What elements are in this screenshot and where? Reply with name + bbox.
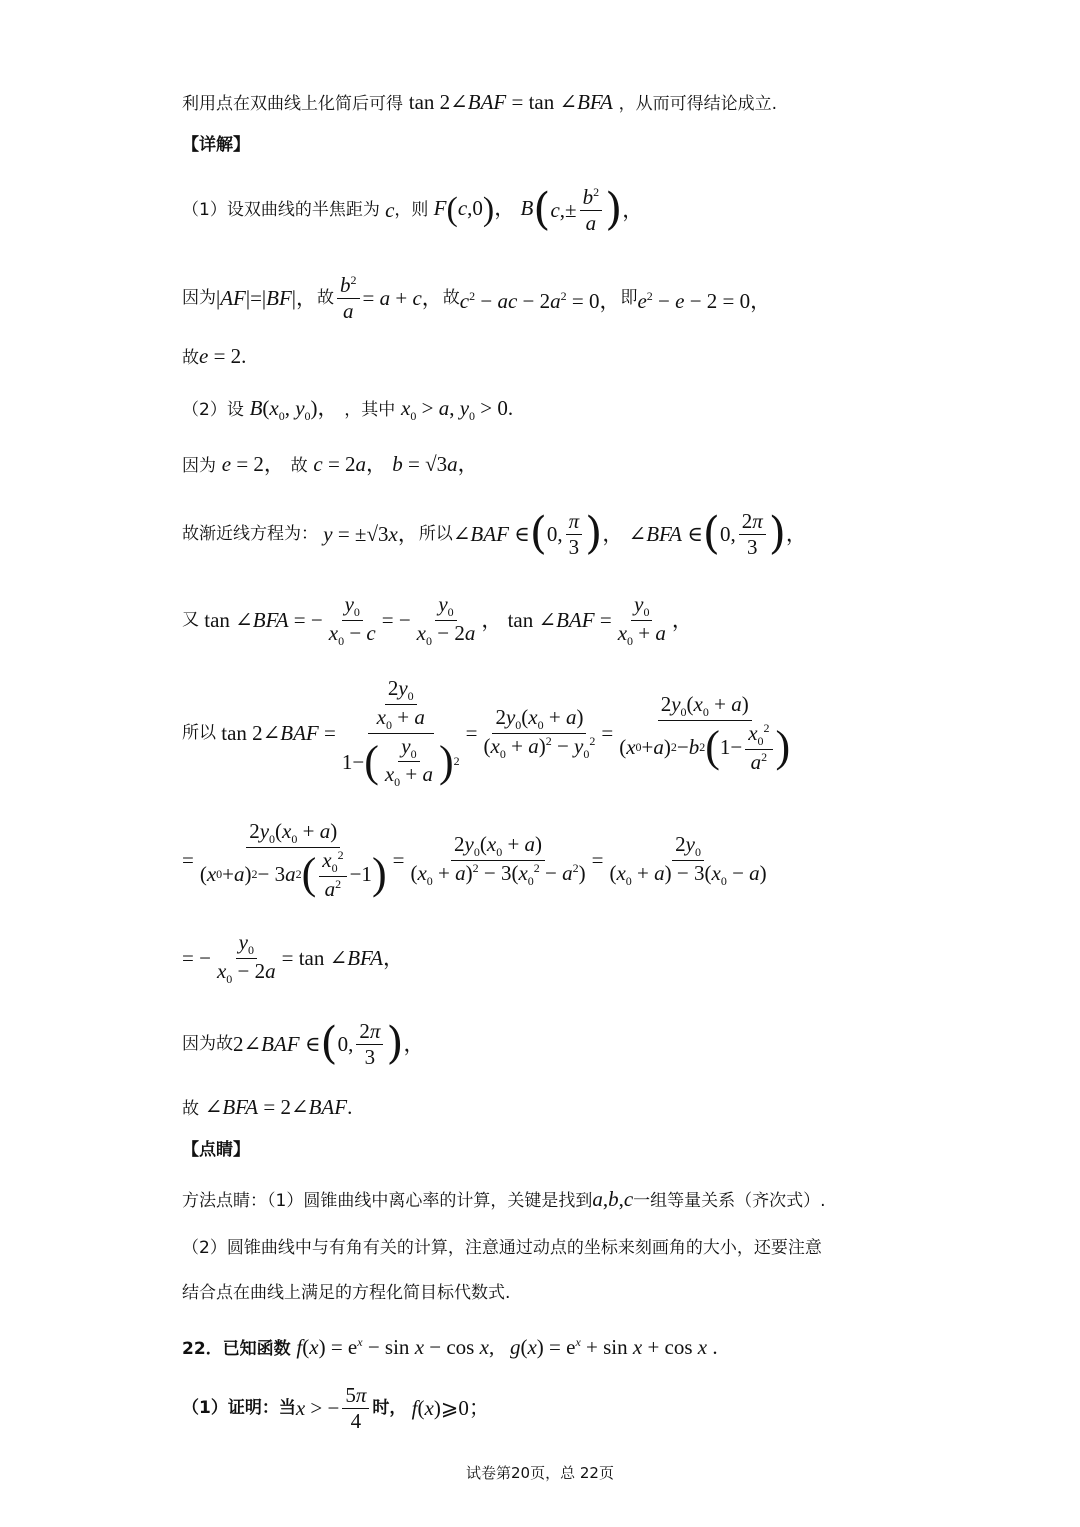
section-heading-detail: 【详解】 <box>182 135 250 155</box>
because-text: 因为 <box>182 288 216 308</box>
result-line: = − $\frac{y_0}{x_0 - 2a}$ = tan ∠BFA， <box>182 929 404 986</box>
section-heading-tip: 【点睛】 <box>182 1140 250 1160</box>
question-number: 22． <box>182 1339 223 1359</box>
eccentricity-result: 故e = 2. <box>182 344 247 368</box>
tip-line-2: （2）圆锥曲线中与有角有关的计算，注意通过动点的坐标来刻画角的大小，还要注意 <box>182 1238 822 1258</box>
relation-line: 因为 e = 2， 故 c = 2a， b = √3a， <box>182 452 479 476</box>
part1-then: ，则 <box>394 200 429 220</box>
angle-range-line: 因为故 2∠BAF ∈ ( 0, $\frac{2\pi}{3}$ ) ， <box>182 1018 425 1069</box>
intro-formula: tan 2∠BAF = tan ∠BFA <box>408 90 613 114</box>
intro-line <box>182 90 777 116</box>
conclusion-line: 故 ∠BFA = 2∠BAF. <box>182 1095 353 1119</box>
eccentricity-derivation: 因为 |AF|=|BF|， 故 $\frac{b^2}{a}$ = a + c， 故 $c^2$ − ac − $2a^2 = 0$， 即 $e^2 - e - 2 = 0$， <box>182 273 772 323</box>
question-22: 22．已知函数 $f(x) = e^x - \sin x - \cos x$, $g(x) = e^x + \sin x + \cos x$ . <box>182 1335 718 1359</box>
tan-bfa-line: 又 tan ∠BFA = − $\frac{y_0}{x_0 - c}$ = − $\frac{y_0}{x_0 - 2a}$ ， tan ∠BAF = $\frac{y_0}{x_0 + a}$ ， <box>182 591 693 648</box>
intro-text: 利用点在双曲线上化简后可得 <box>182 94 403 114</box>
part1-text: （1）设双曲线的半焦距为 <box>182 200 380 220</box>
intro-conclusion: ，从而可得结论成立. <box>618 94 778 114</box>
question-22-part1: （1）证明：当 x > − $\frac{5\pi}{4}$ 时， f(x)⩾0； <box>182 1383 490 1433</box>
asymptote-line: 故渐近线方程为： y = ±√3x， 所以 ∠BAF ∈ ( 0, $\frac{\pi}{3}$ ) ， ∠BFA ∈ ( 0, $\frac{2\pi}{3}$ ) ， <box>182 508 807 559</box>
part1-setup: （1）设双曲线的半焦距为 c ，则 F(c,0)， B ( c,± $\frac{b^2}{a}$ ) ， <box>182 184 644 235</box>
tan-double-angle-line: 所以 tan 2∠BAF = $\frac{2y_0}{x_0 + a}$ 1− ( $\frac{y_0}{x_0 + a}$ ) 2 = $\frac{2y_0(x_0 + a)}{(x_0 + a)^2 - y_0^2}$ = $2y_0(x_0 + a)$ ( x 0 + a ) 2 − b 2 ( 1− $\frac{x_0^2}{a^2}$ ) <box>182 675 791 790</box>
simplification-line: = $2y_0(x_0 + a)$ ( x 0 + a ) 2 − 3 a 2 ( $\frac{x_0^2}{a^2}$ −1 ) = $\frac{2y_0(x_0 + a)}{(x_0 + a)^2 - 3(x_0^2 - a^2)}$ = $\frac{2y_0}{(x_0 + a) - 3(x_0 - a)}$ <box>182 818 767 901</box>
tip-line-3: 结合点在曲线上满足的方程化简目标代数式. <box>182 1283 511 1303</box>
page-footer: 试卷第20页，总 22页 <box>466 1464 614 1482</box>
tip-line-1: 方法点睛：（1）圆锥曲线中离心率的计算，关键是找到a,b,c一组等量关系（齐次式）. <box>182 1187 826 1211</box>
part2-setup: （2）设 $B(x_0$, $y_0$)， ，其中 $x_0 > a$, $y_0 > 0$. <box>182 396 514 424</box>
